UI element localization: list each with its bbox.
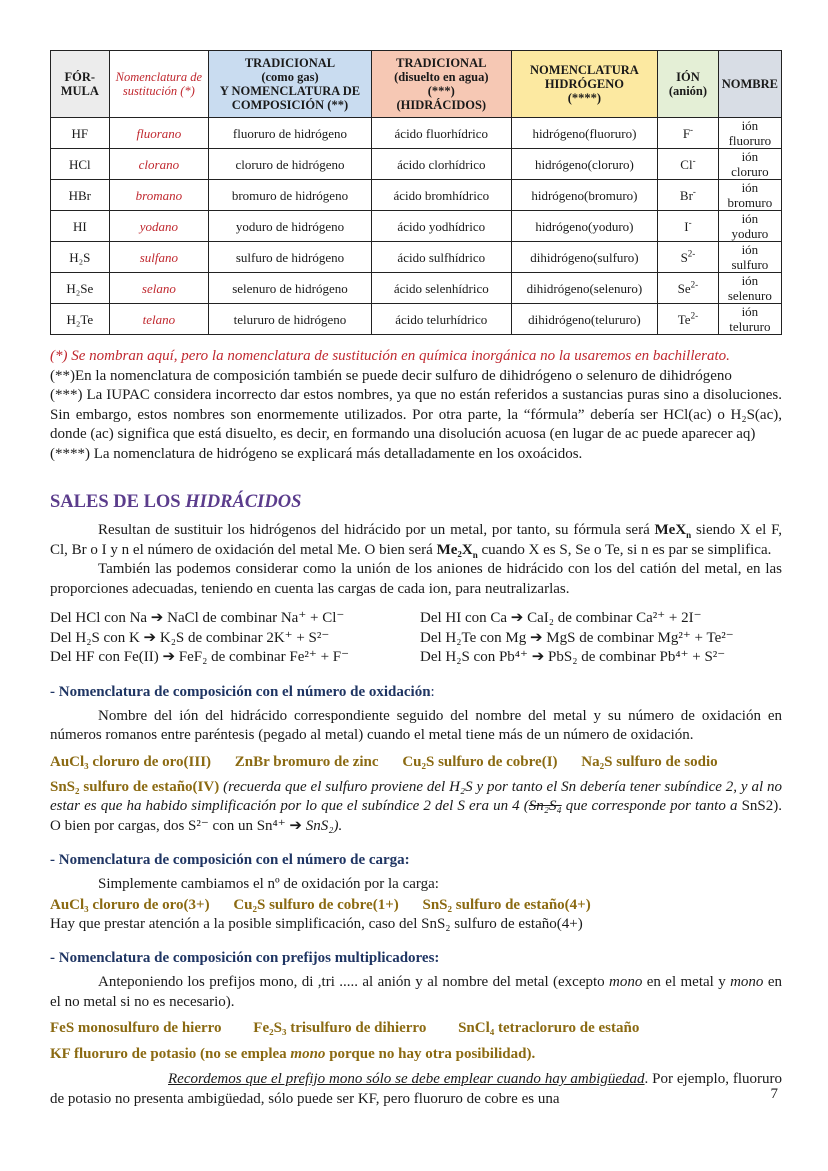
hydracid-nomenclature-table	[50, 50, 782, 335]
examples-right-column	[420, 609, 782, 668]
cell-traditional-gas: telururo de hidrógeno	[209, 304, 372, 335]
prefixes-paragraph: Anteponiendo los prefijos mono, di ,tri ..... al anión y al nombre del metal (excepto mono en el metal y mono en el no metal si no es necesario).	[50, 974, 782, 1010]
cell-hydrogen: hidrógeno(yoduro)	[511, 211, 657, 242]
prefixes-heading: - Nomenclatura de composición con prefijos multiplicadores:	[50, 950, 440, 966]
cell-traditional-water: ácido bromhídrico	[371, 180, 511, 211]
header-formula: FÓR-MULA	[51, 51, 110, 118]
header-traditional-water: TRADICIONAL (disuelto en agua) (***) (HIDRÁCIDOS)	[371, 51, 511, 118]
cell-formula: HCl	[51, 149, 110, 180]
charge-heading: - Nomenclatura de composición con el número de carga:	[50, 852, 410, 868]
cell-traditional-water: ácido sulfhídrico	[371, 242, 511, 273]
cell-substitution: fluorano	[109, 118, 208, 149]
oxidation-examples	[50, 752, 782, 772]
cell-hydrogen: hidrógeno(fluoruro)	[511, 118, 657, 149]
cell-traditional-gas: fluoruro de hidrógeno	[209, 118, 372, 149]
example-line: Del H₂S con Pb⁴⁺ ➔ PbS₂ de combinar Pb⁴⁺ + S²⁻	[420, 649, 726, 665]
cell-traditional-water: ácido yodhídrico	[371, 211, 511, 242]
table-body	[51, 118, 782, 335]
section-title: SALES DE LOS HIDRÁCIDOS	[50, 492, 302, 512]
cell-name: ión bromuro	[718, 180, 781, 211]
cell-hydrogen: dihidrógeno(sulfuro)	[511, 242, 657, 273]
page-content	[50, 50, 782, 1109]
cell-hydrogen: dihidrógeno(selenuro)	[511, 273, 657, 304]
cell-formula: H₂Te	[51, 304, 110, 335]
table-row	[51, 273, 782, 304]
example: Fe₂S₃ trisulfuro de dihierro	[253, 1020, 427, 1036]
example: SnCl₄ tetracloruro de estaño	[458, 1020, 640, 1036]
cell-name: ión cloruro	[718, 149, 781, 180]
prefix-final-paragraph: Recordemos que el prefijo mono sólo se debe emplear cuando hay ambigüedad. Por ejemplo, fluoruro de potasio no presenta ambigüedad, sólo puede ser KF, pero fluoruro de cobre es una	[50, 1071, 782, 1107]
footnote-3: (***) La IUPAC considera incorrecto dar estos nombres, ya que no están referidos a sustancias puras sino a disoluciones. Sin embargo, estos nombres son enormemente utilizados. Por otra parte, la “fórmula” debería ser HCl(ac) o H₂S(ac), donde (ac) significa que está disuelto, es decir, en formando una disolución acuosa (en lugar de ac puede aparecer aq)	[50, 387, 782, 442]
example: Cu₂S sulfuro de cobre(I)	[402, 753, 558, 770]
footnotes	[50, 347, 782, 464]
cell-hydrogen: hidrógeno(cloruro)	[511, 149, 657, 180]
header-traditional-gas: TRADICIONAL (como gas) Y NOMENCLATURA DE COMPOSICIÓN (**)	[209, 51, 372, 118]
cell-traditional-gas: cloruro de hidrógeno	[209, 149, 372, 180]
cell-name: ión telururo	[718, 304, 781, 335]
cell-name: ión fluoruro	[718, 118, 781, 149]
cell-hydrogen: hidrógeno(bromuro)	[511, 180, 657, 211]
cell-traditional-water: ácido telurhídrico	[371, 304, 511, 335]
example: Na₂S sulfuro de sodio	[581, 753, 718, 770]
example-line: Del HI con Ca ➔ CaI₂ de combinar Ca²⁺ + 2I⁻	[420, 610, 702, 626]
example: FeS monosulfuro de hierro	[50, 1020, 222, 1036]
table-row	[51, 118, 782, 149]
example-line: Del HCl con Na ➔ NaCl de combinar Na⁺ + Cl⁻	[50, 610, 345, 626]
charge-paragraph: Simplemente cambiamos el nº de oxidación por la carga:	[98, 876, 439, 892]
cell-anion: $Te^{2-}$	[658, 304, 719, 335]
example: AuCl₃ cloruro de oro(3+)	[50, 896, 210, 913]
examples-left-column	[50, 609, 420, 668]
table-row	[51, 180, 782, 211]
cell-anion: $S^{2-}$	[658, 242, 719, 273]
cell-traditional-water: ácido fluorhídrico	[371, 118, 511, 149]
example-line: Del H₂Te con Mg ➔ MgS de combinar Mg²⁺ + Te²⁻	[420, 629, 734, 646]
page-number: 7	[770, 1086, 778, 1102]
example: Cu₂S sulfuro de cobre(1+)	[233, 896, 399, 913]
cell-name: ión selenuro	[718, 273, 781, 304]
cell-anion: Cl-	[658, 149, 719, 180]
cell-formula: HBr	[51, 180, 110, 211]
cell-traditional-water: ácido selenhídrico	[371, 273, 511, 304]
oxidation-paragraph: Nombre del ión del hidrácido correspondiente seguido del nombre del metal y su número de oxidación en números romanos entre paréntesis (pegado al metal) cuando el metal tiene más de un número de oxidación.	[50, 707, 782, 743]
cell-substitution: yodano	[109, 211, 208, 242]
cell-traditional-water: ácido clorhídrico	[371, 149, 511, 180]
oxidation-heading: - Nomenclatura de composición con el número de oxidación:	[50, 683, 435, 700]
kf-example: KF fluoruro de potasio (no se emplea mono porque no hay otra posibilidad).	[50, 1046, 536, 1062]
cell-substitution: sulfano	[109, 242, 208, 273]
charge-note: Hay que prestar atención a la posible simplificación, caso del SnS₂ sulfuro de estaño(4+)	[50, 915, 583, 932]
table-row	[51, 304, 782, 335]
example-line: Del H₂S con K ➔ K₂S de combinar 2K⁺ + S²⁻	[50, 629, 330, 646]
cell-traditional-gas: yoduro de hidrógeno	[209, 211, 372, 242]
cell-formula: HF	[51, 118, 110, 149]
cell-substitution: clorano	[109, 149, 208, 180]
cell-name: ión yoduro	[718, 211, 781, 242]
cell-anion: $Se^{2-}$	[658, 273, 719, 304]
cell-anion: F-	[658, 118, 719, 149]
cell-anion: I-	[658, 211, 719, 242]
cell-traditional-gas: bromuro de hidrógeno	[209, 180, 372, 211]
cell-formula: H₂Se	[51, 273, 110, 304]
cell-traditional-gas: sulfuro de hidrógeno	[209, 242, 372, 273]
salts-paragraph-2: También las podemos considerar como la unión de los aniones de hidrácido con los del catión del metal, en las proporciones adecuadas, teniendo en cuenta las cargas de cada ion, para neutralizarlas.	[50, 561, 782, 597]
footnote-4: (****) La nomenclatura de hidrógeno se explicará más detalladamente en los oxoácidos.	[50, 445, 583, 462]
cell-name: ión sulfuro	[718, 242, 781, 273]
cell-formula: HI	[51, 211, 110, 242]
cell-formula: H₂S	[51, 242, 110, 273]
table-row	[51, 242, 782, 273]
cell-substitution: bromano	[109, 180, 208, 211]
prefix-examples	[50, 1018, 782, 1038]
table-header-row	[51, 51, 782, 118]
table-row	[51, 149, 782, 180]
salts-paragraph-1: Resultan de sustituir los hidrógenos del hidrácido por un metal, por tanto, su fórmula será MeX$_n$ siendo X el F, Cl, Br o I y n el número de oxidación del metal Me. O bien será $Me_2X_n$ cuando X es S, Se o Te, si n es par se simplifica.	[50, 522, 782, 560]
charge-examples	[50, 895, 782, 915]
footnote-1: (*) Se nombran aquí, pero la nomenclatura de sustitución en química inorgánica no la usaremos en bachillerato.	[50, 348, 730, 364]
header-anion: IÓN (anión)	[658, 51, 719, 118]
footnote-2: (**)En la nomenclatura de composición también se puede decir sulfuro de dihidrógeno o selenuro de dihidrógeno	[50, 367, 732, 384]
cell-substitution: selano	[109, 273, 208, 304]
cell-hydrogen: dihidrógeno(telururo)	[511, 304, 657, 335]
table-row	[51, 211, 782, 242]
example-line: Del HF con Fe(II) ➔ FeF₂ de combinar Fe²⁺ + F⁻	[50, 649, 350, 665]
example: SnS₂ sulfuro de estaño(4+)	[422, 896, 591, 913]
example: ZnBr bromuro de zinc	[234, 753, 379, 770]
header-name: NOMBRE	[718, 51, 781, 118]
cell-anion: Br-	[658, 180, 719, 211]
tin-sulfide-explanation: SnS₂ sulfuro de estaño(IV) (recuerda que el sulfuro proviene del H₂S y por tanto el Sn debería tener subíndice 2, y al no estar es que ha habido simplificación por lo que el subíndice 2 del S era un 4 (Sn₂S₄ que corresponde por tanto a SnS2). O bien por cargas, dos S²⁻ con un Sn⁴⁺ ➔ SnS₂).	[50, 778, 782, 834]
cell-substitution: telano	[109, 304, 208, 335]
example: AuCl₃ cloruro de oro(III)	[50, 753, 212, 770]
cell-traditional-gas: selenuro de hidrógeno	[209, 273, 372, 304]
header-hydrogen-nomenclature: NOMENCLATURA HIDRÓGENO (****)	[511, 51, 657, 118]
combination-examples	[50, 609, 782, 668]
header-substitution: Nomenclatura de sustitución (*)	[109, 51, 208, 118]
